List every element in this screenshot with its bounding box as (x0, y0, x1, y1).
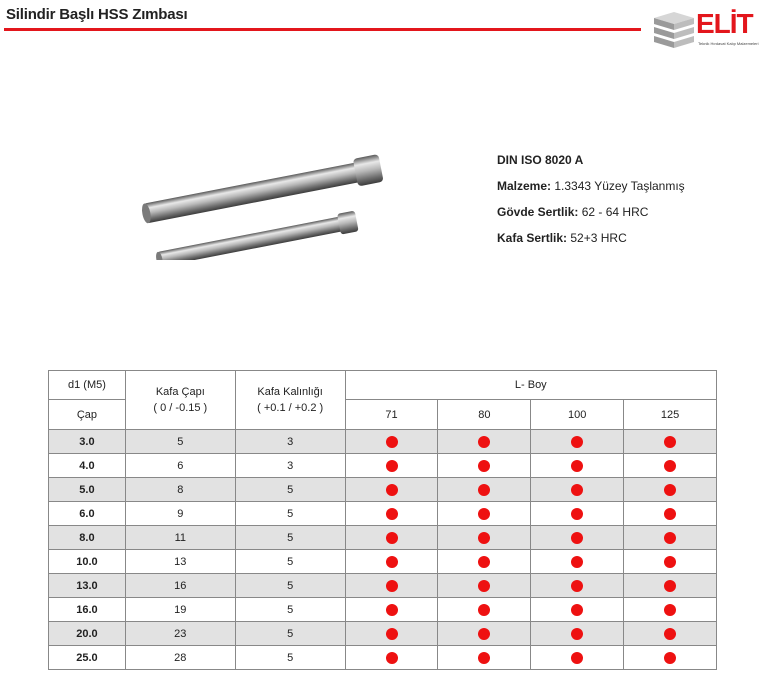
title-underline (4, 28, 641, 31)
d-cell: 5.0 (49, 478, 126, 502)
availability-cell (438, 646, 531, 670)
availability-dot-icon (571, 460, 583, 472)
col-header-length-125: 125 (624, 400, 717, 430)
col-header-head-diameter (125, 371, 235, 430)
table-row (49, 622, 717, 646)
head-thickness-cell: 5 (235, 574, 345, 598)
availability-dot-icon (571, 436, 583, 448)
brand-logo-subtitle: Teknik Hırdavat Kalıp Malzemeleri (698, 41, 759, 46)
availability-cell (531, 646, 624, 670)
availability-dot-icon (478, 532, 490, 544)
availability-dot-icon (386, 532, 398, 544)
spec-material-value: 1.3343 Yüzey Taşlanmış (554, 179, 685, 193)
d-cell: 10.0 (49, 550, 126, 574)
availability-cell (438, 430, 531, 454)
availability-cell (438, 574, 531, 598)
availability-dot-icon (478, 580, 490, 592)
table-row (49, 526, 717, 550)
col-header-length: L- Boy (345, 371, 716, 400)
availability-dot-icon (571, 532, 583, 544)
availability-dot-icon (664, 508, 676, 520)
table-row (49, 502, 717, 526)
availability-dot-icon (664, 580, 676, 592)
head-thickness-cell: 3 (235, 430, 345, 454)
availability-dot-icon (478, 628, 490, 640)
availability-cell (531, 454, 624, 478)
table-row (49, 478, 717, 502)
availability-dot-icon (571, 580, 583, 592)
d-cell: 6.0 (49, 502, 126, 526)
spec-head-hardness-value: 52+3 HRC (570, 231, 627, 245)
head-thickness-label: Kafa Kalınlığı (257, 386, 323, 398)
availability-dot-icon (571, 508, 583, 520)
availability-cell (624, 598, 717, 622)
head-thickness-cell: 5 (235, 550, 345, 574)
head-thickness-cell: 5 (235, 646, 345, 670)
availability-dot-icon (478, 604, 490, 616)
col-header-length-80: 80 (438, 400, 531, 430)
availability-cell (531, 430, 624, 454)
availability-cell (624, 430, 717, 454)
availability-dot-icon (478, 652, 490, 664)
availability-dot-icon (571, 652, 583, 664)
availability-dot-icon (571, 604, 583, 616)
spec-standard: DIN ISO 8020 A (497, 153, 584, 167)
spec-body-hardness-value: 62 - 64 HRC (581, 205, 649, 219)
d-cell: 20.0 (49, 622, 126, 646)
col-header-length-100: 100 (531, 400, 624, 430)
head-thickness-tolerance: ( +0.1 / +0.2 ) (257, 402, 324, 414)
availability-dot-icon (664, 436, 676, 448)
d-cell: 13.0 (49, 574, 126, 598)
spec-material-label: Malzeme: (497, 179, 552, 193)
availability-cell (624, 574, 717, 598)
d-cell: 16.0 (49, 598, 126, 622)
availability-dot-icon (386, 484, 398, 496)
brand-logo-text: ELİT (696, 8, 753, 39)
availability-cell (531, 502, 624, 526)
table-row (49, 598, 717, 622)
availability-dot-icon (664, 484, 676, 496)
head-diameter-cell: 28 (125, 646, 235, 670)
availability-cell (531, 598, 624, 622)
d-cell: 8.0 (49, 526, 126, 550)
head-diameter-label: Kafa Çapı (155, 386, 205, 398)
col-header-head-thickness (235, 371, 345, 430)
availability-dot-icon (478, 484, 490, 496)
d-cell: 4.0 (49, 454, 126, 478)
availability-cell (624, 622, 717, 646)
head-thickness-cell: 5 (235, 598, 345, 622)
size-table-body (49, 430, 717, 670)
availability-cell (624, 502, 717, 526)
head-thickness-cell: 5 (235, 622, 345, 646)
table-row (49, 454, 717, 478)
availability-dot-icon (571, 484, 583, 496)
availability-cell (624, 526, 717, 550)
availability-cell (531, 526, 624, 550)
availability-cell (438, 502, 531, 526)
table-row (49, 430, 717, 454)
availability-cell (438, 598, 531, 622)
availability-cell (531, 574, 624, 598)
availability-cell (438, 622, 531, 646)
availability-dot-icon (478, 460, 490, 472)
availability-cell (531, 622, 624, 646)
d-cell: 3.0 (49, 430, 126, 454)
availability-dot-icon (571, 556, 583, 568)
spec-body-hardness-label: Gövde Sertlik: (497, 205, 579, 219)
head-diameter-cell: 9 (125, 502, 235, 526)
availability-dot-icon (386, 460, 398, 472)
head-thickness-cell: 5 (235, 502, 345, 526)
size-table (48, 370, 717, 670)
head-diameter-cell: 11 (125, 526, 235, 550)
availability-dot-icon (386, 604, 398, 616)
availability-dot-icon (478, 508, 490, 520)
availability-cell (531, 478, 624, 502)
availability-cell (438, 550, 531, 574)
availability-dot-icon (386, 628, 398, 640)
ejector-pin-icon (138, 150, 398, 260)
head-diameter-cell: 8 (125, 478, 235, 502)
table-row (49, 646, 717, 670)
d-cell: 25.0 (49, 646, 126, 670)
page-title: Silindir Başlı HSS Zımbası (6, 6, 188, 23)
availability-dot-icon (664, 652, 676, 664)
col-header-length-71: 71 (345, 400, 438, 430)
availability-dot-icon (478, 556, 490, 568)
availability-cell (531, 550, 624, 574)
spec-block (497, 152, 685, 256)
availability-cell (345, 550, 438, 574)
head-diameter-cell: 16 (125, 574, 235, 598)
availability-dot-icon (478, 436, 490, 448)
head-thickness-cell: 5 (235, 478, 345, 502)
availability-dot-icon (664, 532, 676, 544)
availability-cell (345, 598, 438, 622)
availability-dot-icon (664, 556, 676, 568)
availability-dot-icon (386, 652, 398, 664)
availability-cell (345, 502, 438, 526)
col-header-diameter: Çap (49, 400, 126, 430)
head-diameter-cell: 19 (125, 598, 235, 622)
table-row (49, 550, 717, 574)
col-header-d1: d1 (M5) (49, 371, 126, 400)
availability-cell (624, 646, 717, 670)
head-diameter-tolerance: ( 0 / -0.15 ) (153, 402, 208, 414)
availability-dot-icon (664, 460, 676, 472)
availability-cell (345, 454, 438, 478)
availability-cell (345, 430, 438, 454)
table-row (49, 574, 717, 598)
head-thickness-cell: 5 (235, 526, 345, 550)
availability-cell (345, 622, 438, 646)
head-diameter-cell: 6 (125, 454, 235, 478)
availability-dot-icon (664, 628, 676, 640)
availability-dot-icon (386, 436, 398, 448)
availability-cell (438, 454, 531, 478)
head-thickness-cell: 3 (235, 454, 345, 478)
availability-dot-icon (664, 604, 676, 616)
availability-cell (345, 646, 438, 670)
availability-dot-icon (386, 556, 398, 568)
availability-cell (345, 574, 438, 598)
availability-cell (438, 526, 531, 550)
availability-cell (345, 478, 438, 502)
availability-cell (438, 478, 531, 502)
head-diameter-cell: 13 (125, 550, 235, 574)
availability-dot-icon (386, 580, 398, 592)
availability-dot-icon (386, 508, 398, 520)
head-diameter-cell: 23 (125, 622, 235, 646)
head-diameter-cell: 5 (125, 430, 235, 454)
spec-head-hardness-label: Kafa Sertlik: (497, 231, 568, 245)
availability-cell (624, 550, 717, 574)
availability-cell (624, 478, 717, 502)
availability-cell (345, 526, 438, 550)
availability-dot-icon (571, 628, 583, 640)
availability-cell (624, 454, 717, 478)
